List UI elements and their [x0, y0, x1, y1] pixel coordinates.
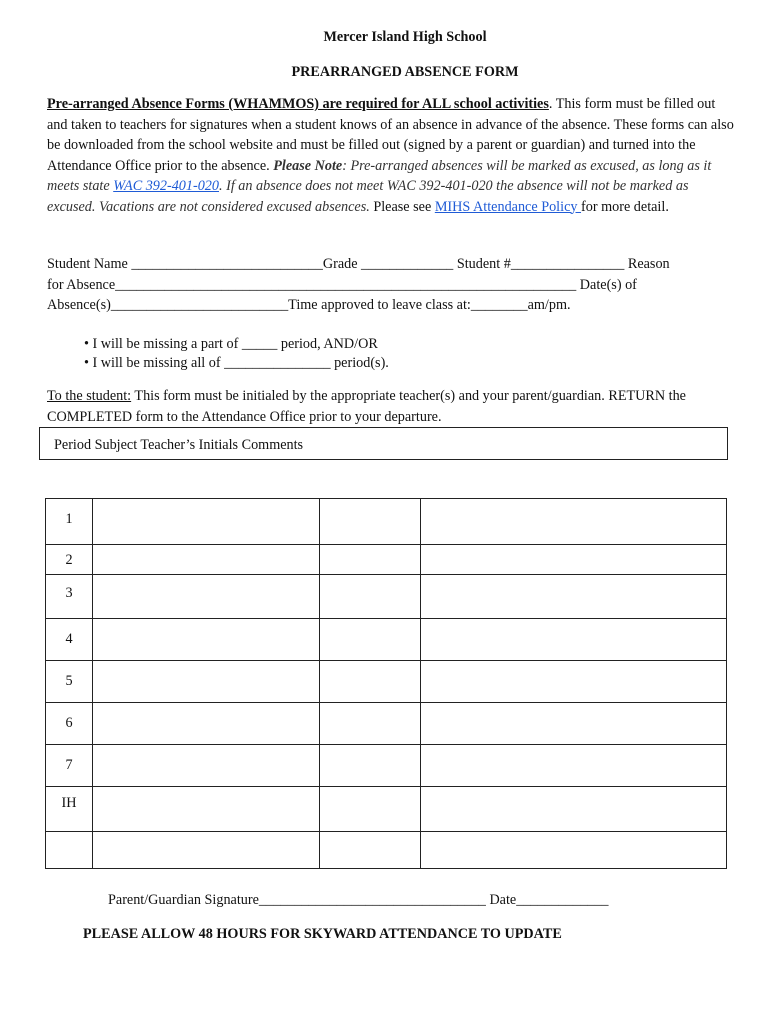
table-row — [46, 575, 727, 619]
intro-italic-1: : Pre-arranged absences will be marked as excused, as long as it meets state — [47, 157, 712, 194]
subject-cell[interactable] — [93, 745, 320, 787]
comments-cell[interactable] — [421, 745, 727, 787]
please-note-label: Please Note — [273, 157, 343, 174]
period-cell: 4 — [46, 619, 93, 661]
skyward-notice: PLEASE ALLOW 48 HOURS FOR SKYWARD ATTENDANCE TO UPDATE — [83, 926, 562, 942]
subject-cell[interactable] — [93, 575, 320, 619]
subject-cell[interactable] — [93, 787, 320, 832]
subject-cell[interactable] — [93, 832, 320, 869]
table-row — [46, 661, 727, 703]
initials-cell[interactable] — [320, 745, 421, 787]
initials-cell[interactable] — [320, 499, 421, 545]
initials-cell[interactable] — [320, 832, 421, 869]
subject-cell[interactable] — [93, 619, 320, 661]
wac-link[interactable]: WAC 392-401-020 — [113, 178, 219, 194]
table-row — [46, 545, 727, 575]
comments-cell[interactable] — [421, 703, 727, 745]
subject-cell[interactable] — [93, 661, 320, 703]
period-cell: 2 — [46, 545, 93, 575]
table-row — [46, 499, 727, 545]
table-row — [46, 703, 727, 745]
intro-italic-2: . If an absence does not meet WAC 392-401-020 the absence will not be marked as excused. Vacations are not considered excused absences. — [47, 178, 689, 215]
table-header-text: Period Subject Teacher’s Initials Comments — [54, 437, 304, 453]
comments-cell[interactable] — [421, 832, 727, 869]
comments-cell[interactable] — [421, 545, 727, 575]
subject-cell[interactable] — [93, 703, 320, 745]
initials-cell[interactable] — [320, 661, 421, 703]
student-info-fields — [47, 254, 737, 316]
school-name: Mercer Island High School — [323, 29, 487, 45]
table-header-box — [39, 427, 728, 460]
attendance-policy-link[interactable]: MIHS Attendance Policy — [434, 198, 582, 215]
period-cell: IH — [46, 787, 93, 832]
to-the-student-label: To the student: — [47, 388, 132, 404]
initials-cell[interactable] — [320, 787, 421, 832]
period-signature-table — [45, 498, 727, 869]
period-cell: 3 — [46, 575, 93, 619]
list-item[interactable]: • I will be missing all of _______________ period(s). — [84, 355, 389, 371]
comments-cell[interactable] — [421, 575, 727, 619]
period-cell: 1 — [46, 499, 93, 545]
table-row — [46, 745, 727, 787]
period-cell — [46, 832, 93, 869]
form-title: PREARRANGED ABSENCE FORM — [291, 64, 519, 80]
table-row — [46, 787, 727, 832]
period-cell: 6 — [46, 703, 93, 745]
table-row — [46, 619, 727, 661]
comments-cell[interactable] — [421, 787, 727, 832]
reason-date-line[interactable]: for Absence_________________________________________________________________ Date(s) of — [47, 276, 637, 293]
subject-cell[interactable] — [93, 545, 320, 575]
student-instructions — [47, 386, 742, 427]
period-cell: 5 — [46, 661, 93, 703]
student-instructions-text: This form must be initialed by the appropriate teacher(s) and your parent/guardian. RETURN the COMPLETED form to the Attendance Office prior to your departure. — [47, 388, 686, 425]
initials-cell[interactable] — [320, 619, 421, 661]
intro-lead: Pre-arranged Absence Forms (WHAMMOS) are required for ALL school activities — [47, 96, 549, 112]
list-item[interactable]: • I will be missing a part of _____ period, AND/OR — [84, 336, 378, 352]
subject-cell[interactable] — [93, 499, 320, 545]
initials-cell[interactable] — [320, 703, 421, 745]
intro-text-2: Please see — [369, 198, 435, 215]
student-name-grade-line[interactable]: Student Name ___________________________Grade _____________ Student #________________ Reason — [47, 256, 670, 272]
intro-text-1: . This form must be filled out and taken to teachers for signatures when a student knows of an absence in advance of the absence. These forms can also be downloaded from the school website and must be filled out (signed by a parent or guardian) and turned into the Attendance Office prior to the absence. — [47, 96, 734, 174]
table-row — [46, 832, 727, 869]
initials-cell[interactable] — [320, 545, 421, 575]
absence-time-line[interactable]: Absence(s)_________________________Time approved to leave class at:________am/pm. — [47, 297, 571, 313]
parent-signature-line[interactable]: Parent/Guardian Signature________________________________ Date_____________ — [108, 892, 609, 908]
initials-cell[interactable] — [320, 575, 421, 619]
comments-cell[interactable] — [421, 499, 727, 545]
comments-cell[interactable] — [421, 619, 727, 661]
comments-cell[interactable] — [421, 661, 727, 703]
period-cell: 7 — [46, 745, 93, 787]
intro-text-3: for more detail. — [581, 198, 669, 215]
intro-paragraph — [47, 94, 737, 217]
missing-period-list — [84, 335, 684, 373]
